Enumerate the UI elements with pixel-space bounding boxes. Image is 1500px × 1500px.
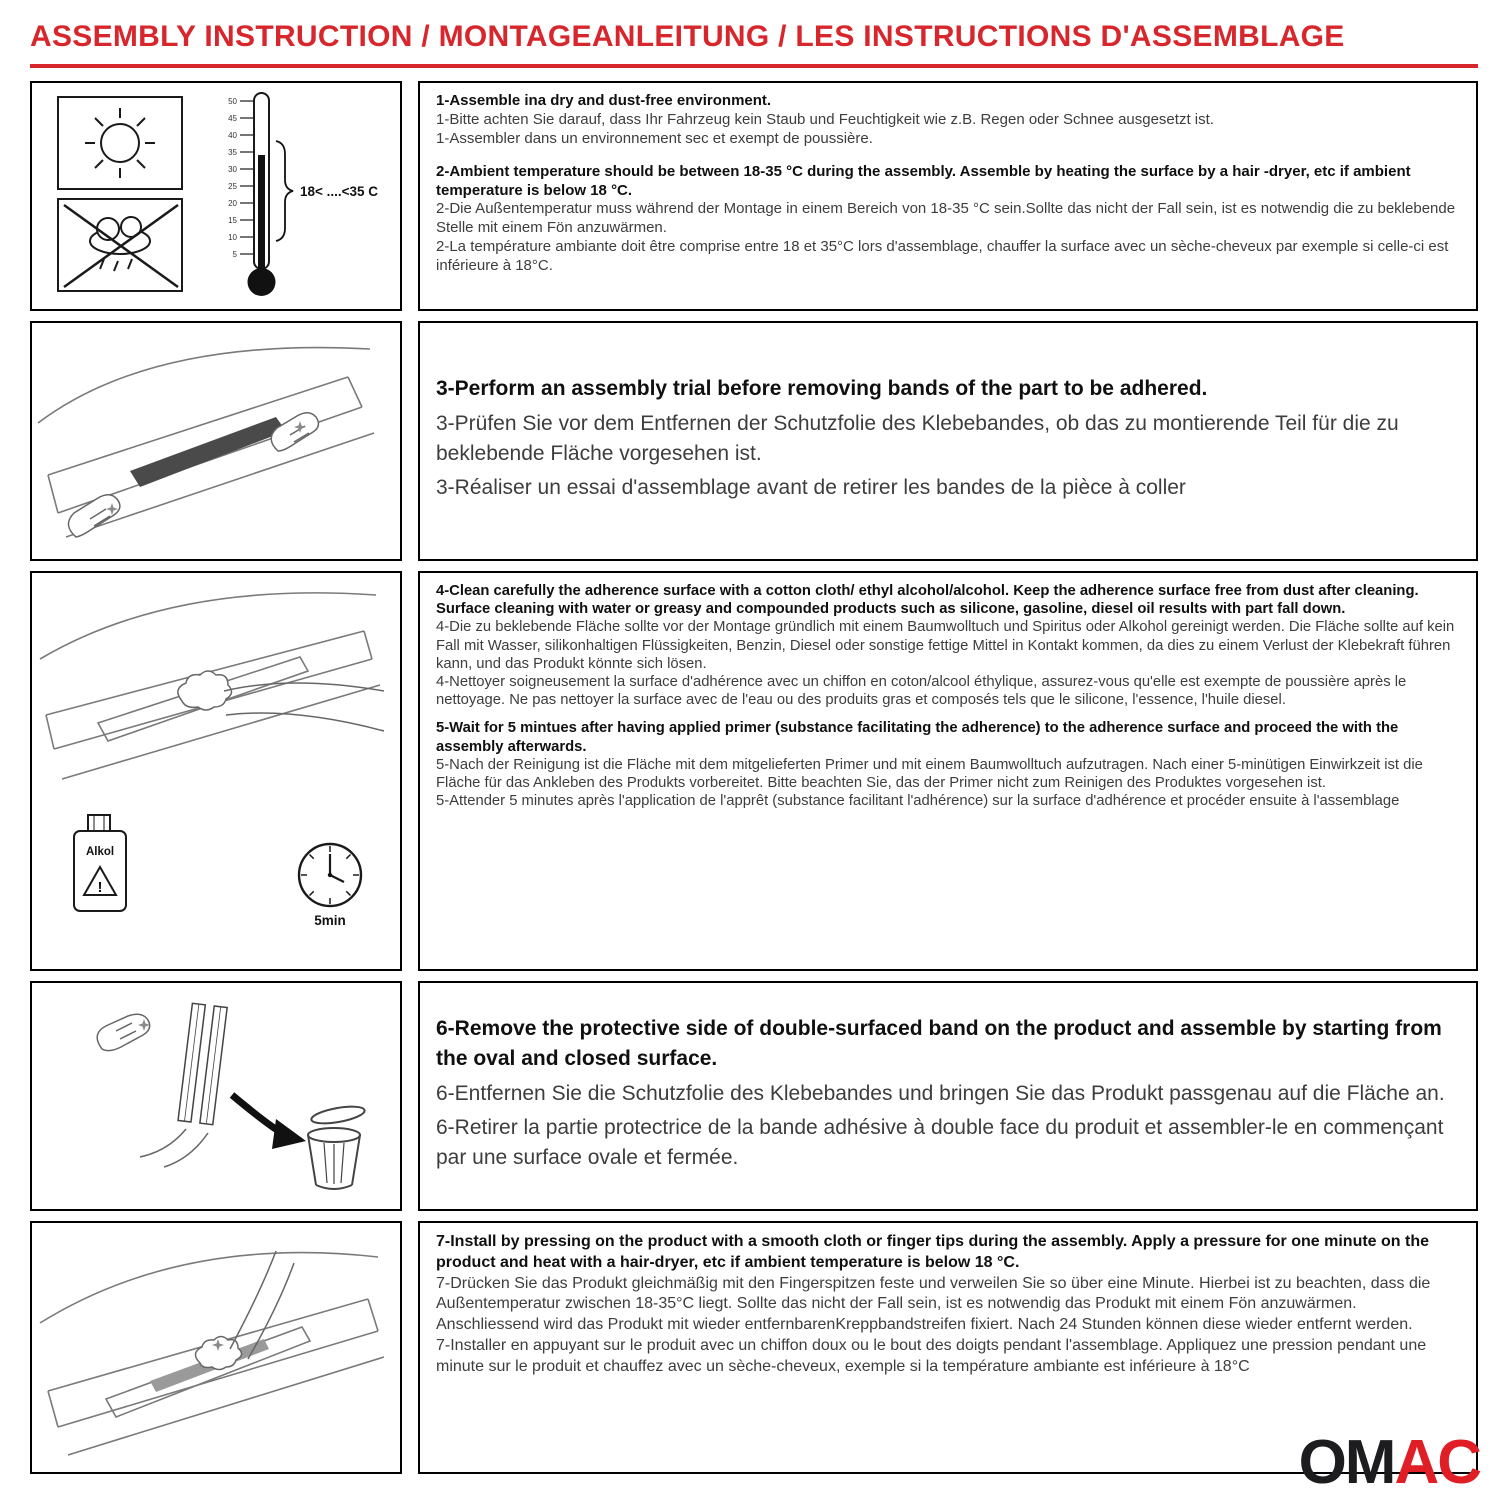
omac-logo [1298, 1428, 1480, 1497]
step1-en: 1-Assemble ina dry and dust-free environment. [436, 92, 772, 109]
step7-fr: 7-Installer en appuyant sur le produit avec un chiffon doux ou le bout des doigts pendant l'assemblage. Appliquez une pression pendant une minute sur le produit et chauffez avec un sèche-cheveux, exemple si la température ambiante est inférieure à 18°C [436, 1336, 1427, 1375]
text-step-3 [418, 321, 1478, 561]
temperature-range-label: 18< ....<35 C [300, 184, 379, 199]
thermo-tick-30: 30 [228, 165, 237, 174]
thermo-tick-25: 25 [228, 182, 237, 191]
text-step-6 [418, 981, 1478, 1211]
step6-de: 6-Entfernen Sie die Schutzfolie des Klebebandes und bringen Sie das Produkt passgenau auf die Fläche an. [436, 1081, 1445, 1105]
thermo-tick-5: 5 [232, 250, 237, 259]
warning-triangle-icon [84, 867, 116, 896]
section-step-6 [30, 981, 1478, 1211]
step6-fr: 6-Retirer la partie protectrice de la bande adhésive à double face du produit et assembler-le en commençant par une surface ovale et fermée. [436, 1116, 1444, 1170]
step5-de: 5-Nach der Reinigung ist die Fläche mit dem mitgelieferten Primer und mit einem Baumwolltuch aufzutragen. Nach einer 5-minütigen Einwirkzeit ist die Fläche für das Ankleben des Produkts vorbereitet. Bitte beachten Sie, das der Primer nicht zum Reinigen des Produktes vorgesehen ist. [436, 756, 1423, 791]
adhesive-strips-icon [178, 1003, 227, 1124]
thermo-tick-35: 35 [228, 148, 237, 157]
step7-de: 7-Drücken Sie das Produkt gleichmäßig mit den Fingerspitzen feste und verweilen Sie so über eine Minute. Hierbei ist zu beachten, dass die Außentemperatur zwischen 18-35°C liegt. Sollte das nicht der Fall sein, ist es notwendig das Produkt mit einem Fön anzuwärmen. Anschliessend wird das Produkt mit wieder entfernbarenKreppbandstreifen fixiert. Nach 24 Stunden können diese wieder entfernt werden. [436, 1274, 1431, 1334]
thermo-tick-40: 40 [228, 131, 237, 140]
step1-fr: 1-Assembler dans un environnement sec et exempt de poussière. [436, 129, 873, 147]
thermo-tick-15: 15 [228, 216, 237, 225]
hand-icon [97, 1014, 149, 1050]
section-steps-4-5 [30, 571, 1478, 971]
step5-fr: 5-Attender 5 minutes après l'application de l'apprêt (substance facilitant l'adhérence) sur la surface d'adhérence et procéder ensuite à l'assemblage [436, 793, 1400, 810]
step7-en: 7-Install by pressing on the product with a smooth cloth or finger tips during the assembly. Apply a pressure for one minute on the product and heat with a hair-dryer, etc if ambient temperature is below 18 °C. [436, 1233, 1429, 1271]
step3-en: 3-Perform an assembly trial before removing bands of the part to be adhered. [436, 376, 1208, 400]
figure-cleaning [30, 571, 402, 971]
step5-en: 5-Wait for 5 mintues after having applied primer (substance facilitating the adherence) to the adherence surface and proceed the with the assembly afterwards. [436, 720, 1399, 755]
page-title: ASSEMBLY INSTRUCTION / MONTAGEANLEITUNG / LES INSTRUCTIONS D'ASSEMBLAGE [30, 18, 1478, 68]
step2-en: 2-Ambient temperature should be between 18-35 °C during the assembly. Assemble by heating the surface by a hair -dryer, etc if ambient temperature is below 18 °C. [436, 162, 1411, 199]
sun-icon [58, 97, 182, 189]
no-rain-icon [58, 199, 182, 291]
step1-de: 1-Bitte achten Sie darauf, dass Ihr Fahrzeug kein Staub und Feuchtigkeit wie z.B. Regen oder Schnee ausgesetzt ist. [436, 110, 1214, 128]
arrow-icon [232, 1095, 306, 1149]
brace-icon [276, 141, 293, 241]
figure-assembly-trial [30, 321, 402, 561]
step4-de: 4-Die zu beklebende Fläche sollte vor der Montage gründlich mit einem Baumwolltuch und Spiritus oder Alkohol gereinigt werden. Die Fläche sollte auf kein Fall mit Wasser, silikonhaltigen Flüssigkeiten, Benzin, Diesel oder sonstige fettige Mittel in Kontakt kommen, da dies zu einem Verlust der Klebekraft führen kann, und das Produkt könnte sich lösen. [436, 619, 1455, 672]
hands-icon [68, 413, 318, 537]
alcohol-bottle-icon [74, 815, 126, 911]
figure-press-product [30, 1221, 402, 1474]
clock-label: 5min [314, 913, 346, 928]
thermo-tick-20: 20 [228, 199, 237, 208]
alcohol-label: Alkol [85, 846, 115, 858]
thermo-tick-10: 10 [228, 233, 237, 242]
step2-fr: 2-La température ambiante doit être comprise entre 18 et 35°C lors d'assemblage, chauffer la surface avec un sèche-cheveux par exemple si celle-ci est inférieure à 18°C. [436, 238, 1449, 275]
thermo-tick-45: 45 [228, 114, 237, 123]
text-steps-4-5 [418, 571, 1478, 971]
peeled-backing-lines [140, 1129, 208, 1167]
step6-en: 6-Remove the protective side of double-surfaced band on the product and assemble by starting from the oval and closed surface. [436, 1016, 1442, 1070]
thermo-tick-50: 50 [228, 97, 237, 106]
step4-fr: 4-Nettoyer soigneusement la surface d'adhérence avec un chiffon en coton/alcool éthylique, assurez-vous qu'elle est exempte de poussière après le nettoyage. Ne pas nettoyer la surface avec de l'eau ou des produits gras et composés tels que le silicone, l'essence, l'huile diesel. [436, 673, 1407, 709]
text-steps-1-2 [418, 81, 1478, 311]
warning-exclamation: ! [97, 879, 103, 896]
section-steps-1-2 [30, 81, 1478, 311]
step3-fr: 3-Réaliser un essai d'assemblage avant de retirer les bandes de la pièce à coller [436, 476, 1186, 500]
section-step-3 [30, 321, 1478, 561]
step4-en: 4-Clean carefully the adherence surface with a cotton cloth/ ethyl alcohol/alcohol. Keep the adherence surface free from dust after cleaning. Surface cleaning with water or greasy and compounded products such as silicone, gasoline, diesel oil results with part fall down. [436, 583, 1419, 618]
step3-de: 3-Prüfen Sie vor dem Entfernen der Schutzfolie des Klebebandes, ob das zu montierende Teil für die zu beklebende Fläche vorgesehen ist. [436, 411, 1399, 465]
trim-strip-shape [130, 417, 286, 487]
omac-logo-om: OM [1298, 1428, 1395, 1497]
clock-icon [299, 844, 361, 906]
figure-remove-band [30, 981, 402, 1211]
step2-de: 2-Die Außentemperatur muss während der Montage in einem Bereich von 18-35 °C sein.Sollte das nicht der Fall sein, ist es notwendig die zu beklebende Stelle mit einem Fön anzuwärmen. [436, 200, 1456, 237]
section-step-7 [30, 1221, 1478, 1474]
trash-can-icon [308, 1103, 366, 1189]
thermometer-icon [228, 93, 378, 296]
omac-logo-ac: AC [1394, 1428, 1480, 1497]
figure-environment-temperature [30, 81, 402, 311]
